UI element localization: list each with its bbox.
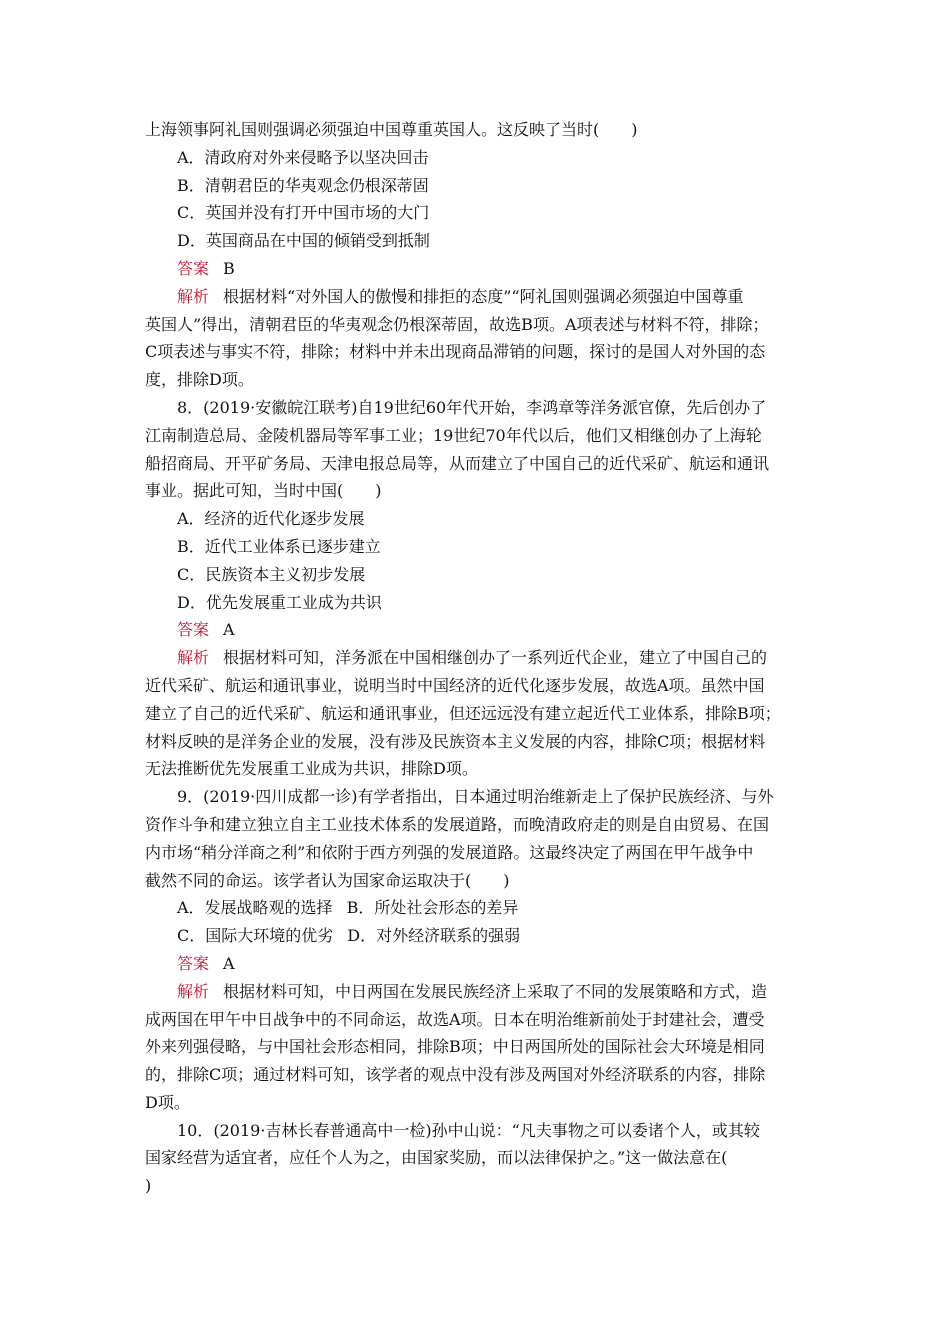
q9-stem-line: 内市场“稍分洋商之利”和依附于西方列强的发展道路。这最终决定了两国在甲午战争中 [145, 842, 754, 862]
q9-option-b: B．所处社会形态的差异 [346, 898, 519, 918]
explanation-text: 根据材料可知，中日两国在发展民族经济上采取了不同的发展策略和方式，造 [223, 981, 768, 1001]
q7-option-c: C．英国并没有打开中国市场的大门 [177, 203, 430, 223]
explanation-label: 解析 [177, 648, 210, 668]
q10-stem-line: 10．(2019·吉林长春普通高中一检)孙中山说：“凡夫事物之可以委诸个人，或其较 [177, 1120, 760, 1140]
q7-option-d: D．英国商品在中国的倾销受到抵制 [177, 231, 430, 251]
q8-explanation-line: 材料反映的是洋务企业的发展，没有涉及民族资本主义发展的内容，排除C项；根据材料 [145, 731, 766, 751]
answer-value: A [223, 953, 235, 973]
q8-explanation-line: 近代采矿、航运和通讯事业，说明当时中国经济的近代化逐步发展，故选A项。虽然中国 [145, 675, 765, 695]
q9-stem-line: 资作斗争和建立独立自主工业技术体系的发展道路，而晚清政府走的则是自由贸易、在国 [145, 814, 770, 834]
answer-label: 答案 [177, 258, 210, 278]
q9-stem-line: 截然不同的命运。该学者认为国家命运取决于( ) [145, 870, 510, 890]
q8-option-a: A．经济的近代化逐步发展 [177, 509, 365, 529]
q7-answer [145, 255, 813, 283]
q8-stem-line: 船招商局、开平矿务局、天津电报总局等，从而建立了中国自己的近代采矿、航运和通讯 [145, 453, 770, 473]
answer-value: A [223, 620, 235, 640]
explanation-label: 解析 [177, 286, 210, 306]
q8-explanation-line [145, 644, 813, 672]
q8-stem-line: 8．(2019·安徽皖江联考)自19世纪60年代开始，李鸿章等洋务派官僚，先后创办了 [177, 397, 767, 417]
q8-answer [145, 616, 813, 644]
q7-option-a: A．清政府对外来侵略予以坚决回击 [177, 147, 429, 167]
q9-option-row [145, 894, 813, 922]
page-content [145, 116, 813, 1200]
q9-answer [145, 950, 813, 978]
q9-explanation-line: 成两国在甲午中日战争中的不同命运，故选A项。日本在明治维新前处于封建社会，遭受 [145, 1009, 765, 1029]
q9-option-d: D．对外经济联系的强弱 [347, 926, 521, 946]
q8-stem-line: 江南制造总局、金陵机器局等军事工业；19世纪70年代以后，他们又相继创办了上海轮 [145, 425, 762, 445]
q8-stem-line: 事业。据此可知，当时中国( ) [145, 481, 382, 501]
q10-stem-line: ) [145, 1176, 152, 1196]
q8-explanation-line: 无法推断优先发展重工业成为共识，排除D项。 [145, 759, 478, 779]
q10-stem-line: 国家经营为适宜者，应任个人为之，由国家奖励，而以法律保护之。”这一做法意在( [145, 1148, 728, 1168]
q7-explanation-line [145, 283, 813, 311]
q9-stem-line: 9．(2019·四川成都一诊)有学者指出，日本通过明治维新走上了保护民族经济、与外 [177, 787, 774, 807]
explanation-text: 根据材料“对外国人的傲慢和排拒的态度”“阿礼国则强调必须强迫中国尊重 [223, 286, 744, 306]
q8-option-d: D．优先发展重工业成为共识 [177, 592, 382, 612]
q7-explanation-line: 度，排除D项。 [145, 370, 254, 390]
q7-stem-line: 上海领事阿礼国则强调必须强迫中国尊重英国人。这反映了当时( ) [145, 120, 638, 139]
q7-explanation-line: 英国人”得出，清朝君臣的华夷观念仍根深蒂固，故选B项。A项表述与材料不符，排除； [145, 314, 769, 334]
answer-label: 答案 [177, 620, 210, 640]
q8-option-b: B．近代工业体系已逐步建立 [177, 536, 381, 556]
answer-label: 答案 [177, 953, 210, 973]
q9-explanation-line: 外来列强侵略，与中国社会形态相同，排除B项；中日两国所处的国际社会大环境是相同 [145, 1037, 765, 1057]
q9-explanation-line: D项。 [145, 1092, 190, 1112]
q9-explanation-line [145, 978, 813, 1006]
q8-option-c: C．民族资本主义初步发展 [177, 564, 366, 584]
q8-explanation-line: 建立了自己的近代采矿、航运和通讯事业，但还远远没有建立起近代工业体系，排除B项； [145, 703, 781, 723]
q9-option-row [145, 922, 813, 950]
q7-option-b: B．清朝君臣的华夷观念仍根深蒂固 [177, 175, 429, 195]
q9-option-c: C．国际大环境的优劣 [177, 926, 334, 946]
q7-explanation-line: C项表述与事实不符，排除；材料中并未出现商品滞销的问题，探讨的是国人对外国的态 [145, 342, 766, 362]
answer-value: B [223, 258, 235, 278]
q9-explanation-line: 的，排除C项；通过材料可知，该学者的观点中没有涉及两国对外经济联系的内容，排除 [145, 1065, 766, 1085]
explanation-label: 解析 [177, 981, 210, 1001]
explanation-text: 根据材料可知，洋务派在中国相继创办了一系列近代企业，建立了中国自己的 [223, 648, 768, 668]
q9-option-a: A．发展战略观的选择 [177, 898, 333, 918]
